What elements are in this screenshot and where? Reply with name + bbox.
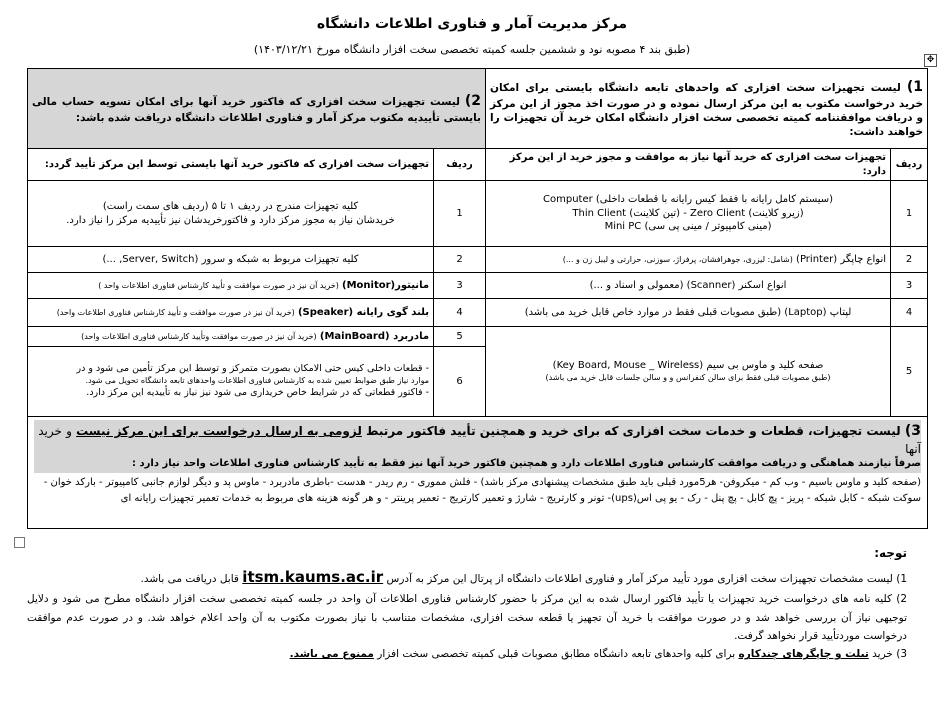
notes-title: توجه: (874, 546, 907, 560)
s1-row-5-num: 5 (891, 327, 928, 417)
anchor-box-icon (14, 537, 25, 548)
s1-row-3-num: 3 (891, 273, 928, 299)
s2-row-5-num: 5 (434, 327, 486, 347)
s2-row-6-num: 6 (434, 347, 486, 417)
s2-row-2-items: کلیه تجهیزات مربوط به شبکه و سرور (Server, Switch, ...) (28, 247, 434, 273)
s2-row-1-items: کلیه تجهیزات مندرج در ردیف ۱ تا ۵ (ردیف های سمت راست) خریدشان نیاز به مجوز مرکز دارد و فاکتورخریدشان نیز تأییدیه مرکز را نیاز دارد. (28, 181, 434, 247)
note-2: 2) کلیه نامه های درخواست خرید تجهیزات یا تأیید فاکتور ارسال شده به این مرکز با حضور کارشناس فناوری اطلاعات آن واحد در جلسه کمیته تخصصی سخت افزار دانشگاه مطرح می شود و دلایل توجیهی نیاز آن بررسی خواهد شد و در صورت موافقت با خرید آن تجهیز یا قطعه سخت افزاری، مشخصات متناسب با نیاز بصورت مکتوب به آن واحد اعلام خواهد شد. و در صورت عدم موافقت درخواست موردتأیید قرار نخواهد گرفت. (27, 593, 907, 642)
s1-row-2-num: 2 (891, 247, 928, 273)
portal-link[interactable]: itsm.kaums.ac.ir (242, 568, 384, 586)
s2-row-4-items: بلند گوی رایانه (Speaker) (خرید آن نیز در صورت موافقت و تأیید کارشناس فناوری اطلاعات واحد) (28, 299, 434, 327)
section1-header: 1) لیست تجهیزات سخت افزاری که واحدهای تابعه دانشگاه بایستی برای امکان خرید درخواست مکتوب به این مرکز ارسال نموده و در صورت اخذ مجوز از این مرکز و دریافت موافقتنامه کمیته تخصصی سخت افزار دانشگاه امکان خرید آن تجهیزات را خواهند داشت: (486, 69, 928, 149)
s1-row-5-items: صفحه کلید و ماوس بی سیم (Key Board, Mouse _ Wireless) (طبق مصوبات قبلی فقط برای سالن کنفرانس و و سالن جلسات قابل خرید می باشد) (486, 327, 891, 417)
s2-row-2-num: 2 (434, 247, 486, 273)
section3 (28, 417, 928, 529)
s1-row-3-items: انواع اسکنر (Scanner) (معمولی و اسناد و ...) (486, 273, 891, 299)
s2-row-5-items: مادربرد (MainBoard) (خرید آن نیز در صورت موافقت وتأیید کارشناس فناوری اطلاعات واحد) (28, 327, 434, 347)
section3-body: (صفحه کلید و ماوس باسیم - وب کم - میکروفن- هر5مورد قبلی باید طبق مشخصات پیشنهادی مرکز باشد) - فلش مموری - رم ریدر - هدست -باطری مادربرد - ماوس پد و دیگر لوازم جانبی کامپیوتر - بارکد خوان - سوکت شبکه - کابل شبکه - پریز - پچ کابل - پچ پنل - رک - یو پی اس(ups)- تونر و کارتریج - شارژ و تعمیر کارتریج - تعمیر پرینتر - و هر گونه هزینه های مربوط به خدمات تعمیر تجهیزات رایانه ای (43, 476, 922, 505)
s1-row-2-items: انواع چاپگر (Printer) (شامل: لیزری، جوهرافشان، پرفراژ، سوزنی، حرارتی و لیبل زن و ...) (486, 247, 891, 273)
section2-col-items: تجهیزات سخت افزاری که فاکتور خرید آنها بایستی توسط این مرکز تأیید گردد: (28, 149, 434, 181)
s2-row-3-num: 3 (434, 273, 486, 299)
note-3: 3) خرید تبلت و چاپگرهای چندکاره برای کلیه واحدهای تابعه دانشگاه مطابق مصوبات قبلی کمیته تخصصی سخت افزار ممنوع می باشد. (289, 648, 907, 661)
s1-row-1-num: 1 (891, 181, 928, 247)
s2-row-1-num: 1 (434, 181, 486, 247)
s2-row-6-items: - قطعات داخلی کیس حتی الامکان بصورت متمرکز و توسط این مرکز تأمین می شود و در موارد نیاز طبق ضوابط تعیین شده به کارشناس فناوری اطلاعات واحدهای تابعه دانشگاه تحویل می شود. - فاکتور قطعاتی که در شرایط خاص خریداری می شود نیز نیاز به تأییدیه این مرکز دارد. (28, 347, 434, 417)
s1-row-1-items: (سیستم کامل رایانه با فقط کیس رایانه با قطعات داخلی) Computer (زیرو کلاینت) Zero Client - (تین کلاینت) Thin Client (مینی کامپیوتر / مینی پی سی) Mini PC (486, 181, 891, 247)
s2-row-3-items: مانیتور(Monitor) (خرید آن نیز در صورت موافقت و تأیید کارشناس فناوری اطلاعات واحد ) (28, 273, 434, 299)
section2-col-row: ردیف (434, 149, 486, 181)
section1-col-row: ردیف (891, 149, 928, 181)
s1-row-4-num: 4 (891, 299, 928, 327)
page-subtitle: (طبق بند ۴ مصوبه نود و ششمین جلسه کمیته تخصصی سخت افزار دانشگاه مورخ ۱۴۰۳/۱۲/۲۱) (253, 43, 691, 56)
section3-header: 3) لیست تجهیزات، قطعات و خدمات سخت افزاری که برای خرید و همچنین تأیید فاکتور مرتبط لزومی به ارسال درخواست برای این مرکز نیست و خرید آنها صرفاً نیازمند هماهنگی و دریافت موافقت کارشناس فناوری اطلاعات دارد و همچنین فاکتور خرید آنها نیز فقط به تأیید کارشناس فناوری اطلاعات واحد نیاز دارد : (34, 420, 921, 473)
section1-col-items: تجهیزات سخت افزاری که خرید آنها نیاز به موافقت و مجوز خرید از این مرکز دارد: (486, 149, 891, 181)
page-title: مرکز مدیریت آمار و فناوری اطلاعات دانشگاه (316, 16, 628, 32)
equipment-table (27, 68, 928, 529)
s1-row-4-items: لپتاپ (Laptop) (طبق مصوبات قبلی فقط در موارد خاص قابل خرید می باشد) (486, 299, 891, 327)
notes-section (27, 543, 907, 664)
section2-header: 2) لیست تجهیزات سخت افزاری که فاکتور خرید آنها برای امکان تسویه حساب مالی بایستی تأییدیه مکتوب مرکز آمار و فناوری اطلاعات دانشگاه دریافت شده باشد: (28, 69, 486, 149)
note-1: 1) لیست مشخصات تجهیزات سخت افزاری مورد تأیید مرکز آمار و فناوری اطلاعات دانشگاه از پرتال این مرکز به آدرس itsm.kaums.ac.ir قابل دریافت می باشد. (140, 568, 907, 586)
table-move-handle-icon[interactable]: ✥ (924, 54, 937, 67)
s2-row-4-num: 4 (434, 299, 486, 327)
